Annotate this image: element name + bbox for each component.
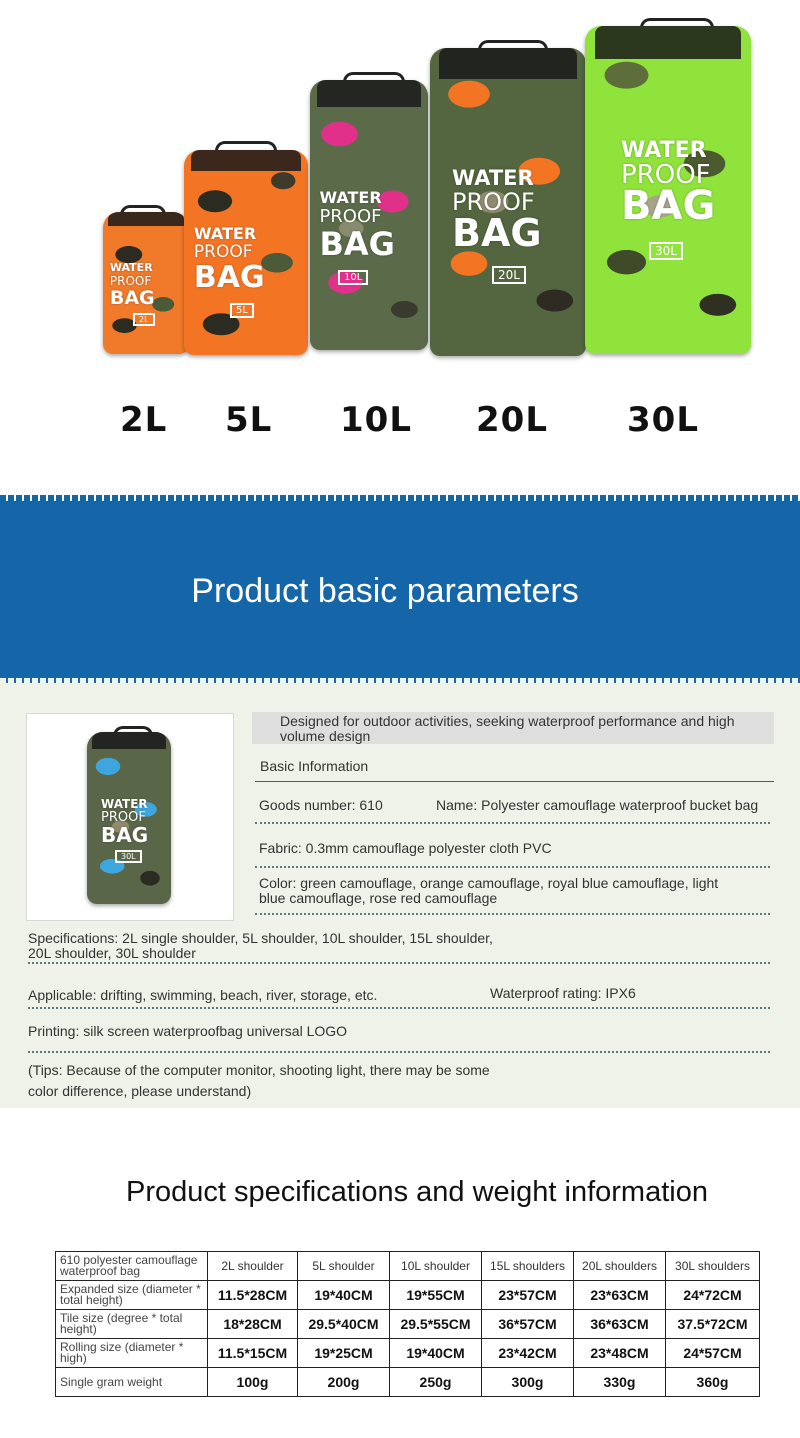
table-header-cell: 610 polyester camouflage waterproof bag [56, 1252, 208, 1281]
table-header-cell: 20L shoulders [574, 1252, 666, 1281]
bag-30l-image [585, 26, 751, 354]
row-label: Expanded size (diameter * total height) [56, 1281, 208, 1310]
bag-5l-image [184, 150, 308, 355]
bag-capacity-tag: 30L [649, 242, 683, 260]
bag-capacity-tag: 10L [338, 270, 368, 285]
product-photo [26, 713, 234, 921]
table-row [56, 1281, 760, 1310]
divider [28, 962, 770, 964]
size-label-2l: 2L [120, 400, 168, 440]
table-cell: 100g [208, 1368, 298, 1397]
bag-capacity-tag: 2L [133, 313, 155, 326]
bag-print-water: WATER [101, 797, 148, 811]
bag-roll-top [92, 732, 166, 749]
section-title: Product basic parameters [191, 572, 579, 610]
bag-capacity-tag: 5L [230, 303, 254, 318]
goods-number: Goods number: 610 [259, 797, 383, 813]
bag-print-proof: PROOF [193, 242, 253, 262]
row-label: Tile size (degree * total height) [56, 1310, 208, 1339]
bag-roll-top [317, 80, 421, 107]
table-cell: 11.5*15CM [208, 1339, 298, 1368]
size-label-5l: 5L [225, 400, 273, 440]
band-edge-decoration [0, 678, 800, 683]
bag-roll-top [108, 212, 184, 226]
table-header-cell: 5L shoulder [298, 1252, 390, 1281]
bag-print-proof: PROOF [109, 274, 152, 288]
table-cell: 23*63CM [574, 1281, 666, 1310]
bag-roll-top [191, 150, 300, 171]
bag-10l-image [310, 80, 428, 350]
product-name: Name: Polyester camouflage waterproof bucket bag [436, 797, 759, 813]
table-header-row [56, 1252, 760, 1281]
divider [255, 913, 770, 915]
bag-print-bag: BAG [452, 211, 542, 255]
bag-print-water: WATER [621, 138, 707, 163]
product-hero-section [0, 0, 800, 495]
table-cell: 19*40CM [390, 1339, 482, 1368]
table-cell: 24*72CM [666, 1281, 760, 1310]
divider [28, 1051, 770, 1053]
divider [28, 1007, 770, 1009]
table-cell: 250g [390, 1368, 482, 1397]
bag-roll-top [595, 26, 741, 59]
table-cell: 24*57CM [666, 1339, 760, 1368]
table-header-cell: 2L shoulder [208, 1252, 298, 1281]
table-cell: 300g [482, 1368, 574, 1397]
intro-text: Designed for outdoor activities, seeking waterproof performance and high volume design [280, 713, 735, 744]
basic-info-heading: Basic Information [260, 758, 369, 774]
bag-print-proof: PROOF [101, 810, 146, 825]
table-cell: 330g [574, 1368, 666, 1397]
row-label: Rolling size (diameter * high) [56, 1339, 208, 1368]
bag-print-proof: PROOF [452, 188, 535, 216]
table-cell: 23*57CM [482, 1281, 574, 1310]
table-cell: 29.5*40CM [298, 1310, 390, 1339]
bag-2l-image [103, 212, 189, 354]
size-label-10l: 10L [340, 400, 412, 440]
table-cell: 19*40CM [298, 1281, 390, 1310]
table-cell: 36*57CM [482, 1310, 574, 1339]
table-cell: 37.5*72CM [666, 1310, 760, 1339]
fabric: Fabric: 0.3mm camouflage polyester cloth PVC [259, 840, 552, 856]
bag-capacity-tag: 30L [115, 850, 142, 863]
table-cell: 19*25CM [298, 1339, 390, 1368]
table-row [56, 1339, 760, 1368]
divider [255, 822, 770, 824]
tips-line-2: color difference, please understand) [28, 1083, 252, 1099]
table-cell: 36*63CM [574, 1310, 666, 1339]
table-cell: 11.5*28CM [208, 1281, 298, 1310]
bag-roll-top [439, 48, 576, 79]
table-cell: 360g [666, 1368, 760, 1397]
bag-blue-camo-image [87, 732, 171, 904]
bag-print-bag: BAG [193, 260, 265, 295]
table-cell: 23*48CM [574, 1339, 666, 1368]
table-header-cell: 15L shoulders [482, 1252, 574, 1281]
table-cell: 19*55CM [390, 1281, 482, 1310]
color-line-1: Color: green camouflage, orange camouflage, royal blue camouflage, light [259, 875, 719, 891]
bag-print-water: WATER [452, 166, 534, 190]
specifications-line-1: Specifications: 2L single shoulder, 5L shoulder, 10L shoulder, 15L shoulder, [28, 930, 493, 946]
table-row [56, 1310, 760, 1339]
size-label-30l: 30L [627, 400, 699, 440]
bag-print-bag: BAG [109, 287, 155, 309]
table-cell: 23*42CM [482, 1339, 574, 1368]
bag-print-proof: PROOF [621, 160, 711, 190]
bag-print-water: WATER [319, 188, 382, 207]
bag-print-water: WATER [193, 224, 257, 243]
bag-print-bag: BAG [319, 225, 395, 263]
specifications-title: Product specifications and weight information [126, 1176, 708, 1208]
bag-print-bag: BAG [621, 183, 716, 229]
bag-print-proof: PROOF [319, 206, 382, 227]
tips-line-1: (Tips: Because of the computer monitor, shooting light, there may be some [28, 1062, 490, 1078]
divider [255, 781, 774, 782]
bag-print-water: WATER [109, 261, 153, 274]
band-edge-decoration [0, 495, 800, 501]
bag-20l-image [430, 48, 586, 356]
table-header-cell: 10L shoulder [390, 1252, 482, 1281]
specifications-table [55, 1251, 760, 1397]
applicable: Applicable: drifting, swimming, beach, river, storage, etc. [28, 987, 378, 1003]
table-header-cell: 30L shoulders [666, 1252, 760, 1281]
waterproof-rating: Waterproof rating: IPX6 [490, 985, 636, 1001]
table-cell: 18*28CM [208, 1310, 298, 1339]
table-cell: 200g [298, 1368, 390, 1397]
divider [255, 866, 770, 868]
table-row [56, 1368, 760, 1397]
specifications-line-2: 20L shoulder, 30L shoulder [28, 945, 196, 961]
bag-print-bag: BAG [101, 823, 149, 847]
color-line-2: blue camouflage, rose red camouflage [259, 890, 498, 906]
bag-capacity-tag: 20L [492, 266, 526, 284]
size-label-20l: 20L [476, 400, 548, 440]
table-cell: 29.5*55CM [390, 1310, 482, 1339]
row-label: Single gram weight [56, 1368, 208, 1397]
printing: Printing: silk screen waterproofbag universal LOGO [28, 1023, 348, 1039]
